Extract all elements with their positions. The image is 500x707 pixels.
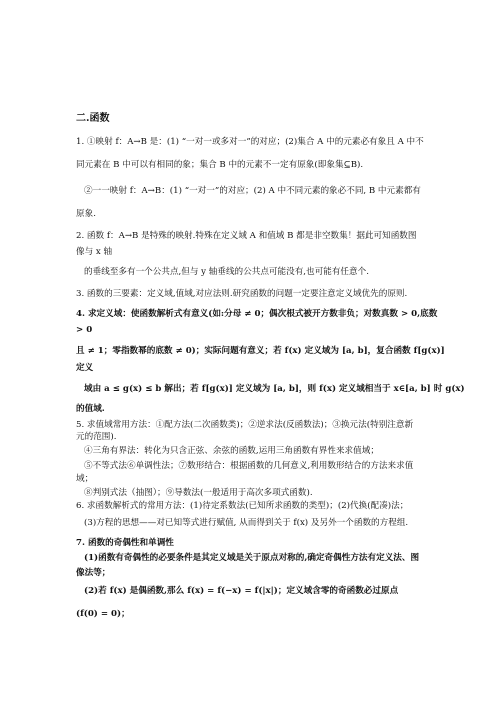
text-line: ④三角有界法：转化为只含正弦、余弦的函数,运用三角函数有界性来求值域； bbox=[84, 446, 379, 456]
text-line: 7. 函数的奇偶性和单调性 bbox=[76, 538, 174, 548]
text-line: 元的范围). bbox=[76, 432, 117, 442]
text-line: 定义 bbox=[76, 363, 94, 373]
text-line: 1. ①映射 f：A→B 是：(1) “一对一或多对一”的对应；(2)集合 A 中的元素必有象且 A 中不 bbox=[76, 137, 424, 147]
text-line: 且 ≠ 1；零指数幂的底数 ≠ 0)；实际问题有意义；若 f(x) 定义域为 [a, b]，复合函数 f[g(x)] bbox=[76, 346, 445, 356]
text-line: 5. 求值域常用方法：①配方法(二次函数类)；②逆求法(反函数法)；③换元法(特别注意新 bbox=[76, 420, 414, 430]
text-line: 域； bbox=[76, 474, 94, 484]
section-heading: 二.函数 bbox=[76, 113, 110, 124]
text-line: 像法等； bbox=[76, 568, 111, 578]
text-line: 原象. bbox=[76, 209, 96, 219]
text-line: (3)方程的思想——对已知等式进行赋值, 从而得到关于 f(x) 及另外一个函数的方程组. bbox=[84, 518, 409, 528]
text-line: 像与 x 轴 bbox=[76, 247, 113, 257]
text-line: ⑧判别式法（抽图）；⑨导数法(一般适用于高次多项式函数). bbox=[84, 488, 313, 498]
text-line: 3. 函数的三要素：定义域,值域,对应法则.研究函数的问题一定要注意定义域优先的原则. bbox=[76, 289, 408, 299]
text-line: ⑤不等式法⑥单调性法；⑦数形结合：根据函数的几何意义,利用数形结合的方法来求值 bbox=[84, 461, 414, 471]
text-line: 6. 求函数解析式的常用方法：(1)待定系数法(已知所求函数的类型)；(2)代换(配凑)法； bbox=[76, 501, 409, 511]
text-line: (2)若 f(x) 是偶函数,那么 f(x) = f(−x) = f(|x|)；定义域含零的奇函数必过原点 bbox=[84, 586, 399, 596]
text-line: 2. 函数 f：A→B 是特殊的映射.特殊在定义域 A 和值域 B 都是非空数集！据此可知函数图 bbox=[76, 231, 417, 241]
text-line: 的垂线至多有一个公共点,但与 y 轴垂线的公共点可能没有,也可能有任意个. bbox=[84, 267, 369, 277]
text-line: > 0 bbox=[76, 325, 93, 335]
text-line: (1)函数有奇偶性的必要条件是其定义域是关于原点对称的,确定奇偶性方法有定义法、图 bbox=[84, 553, 420, 563]
text-line: 同元素在 B 中可以有相同的象；集合 B 中的元素不一定有原象(即象集⊆B). bbox=[76, 160, 364, 170]
text-line: 4. 求定义域：使函数解析式有意义(如:分母 ≠ 0；偶次根式被开方数非负；对数真数 > 0,底数 bbox=[76, 309, 438, 319]
text-line: 的值域. bbox=[76, 404, 105, 414]
text-line: (f(0) = 0)； bbox=[76, 609, 130, 619]
text-line: 域由 a ≤ g(x) ≤ b 解出；若 f[g(x)] 定义域为 [a, b]，则 f(x) 定义域相当于 x∈[a, b] 时 g(x) bbox=[84, 384, 465, 394]
text-line: ②一一映射 f：A→B：(1) “一对一”的对应；(2) A 中不同元素的象必不同, B 中元素都有 bbox=[84, 186, 421, 196]
